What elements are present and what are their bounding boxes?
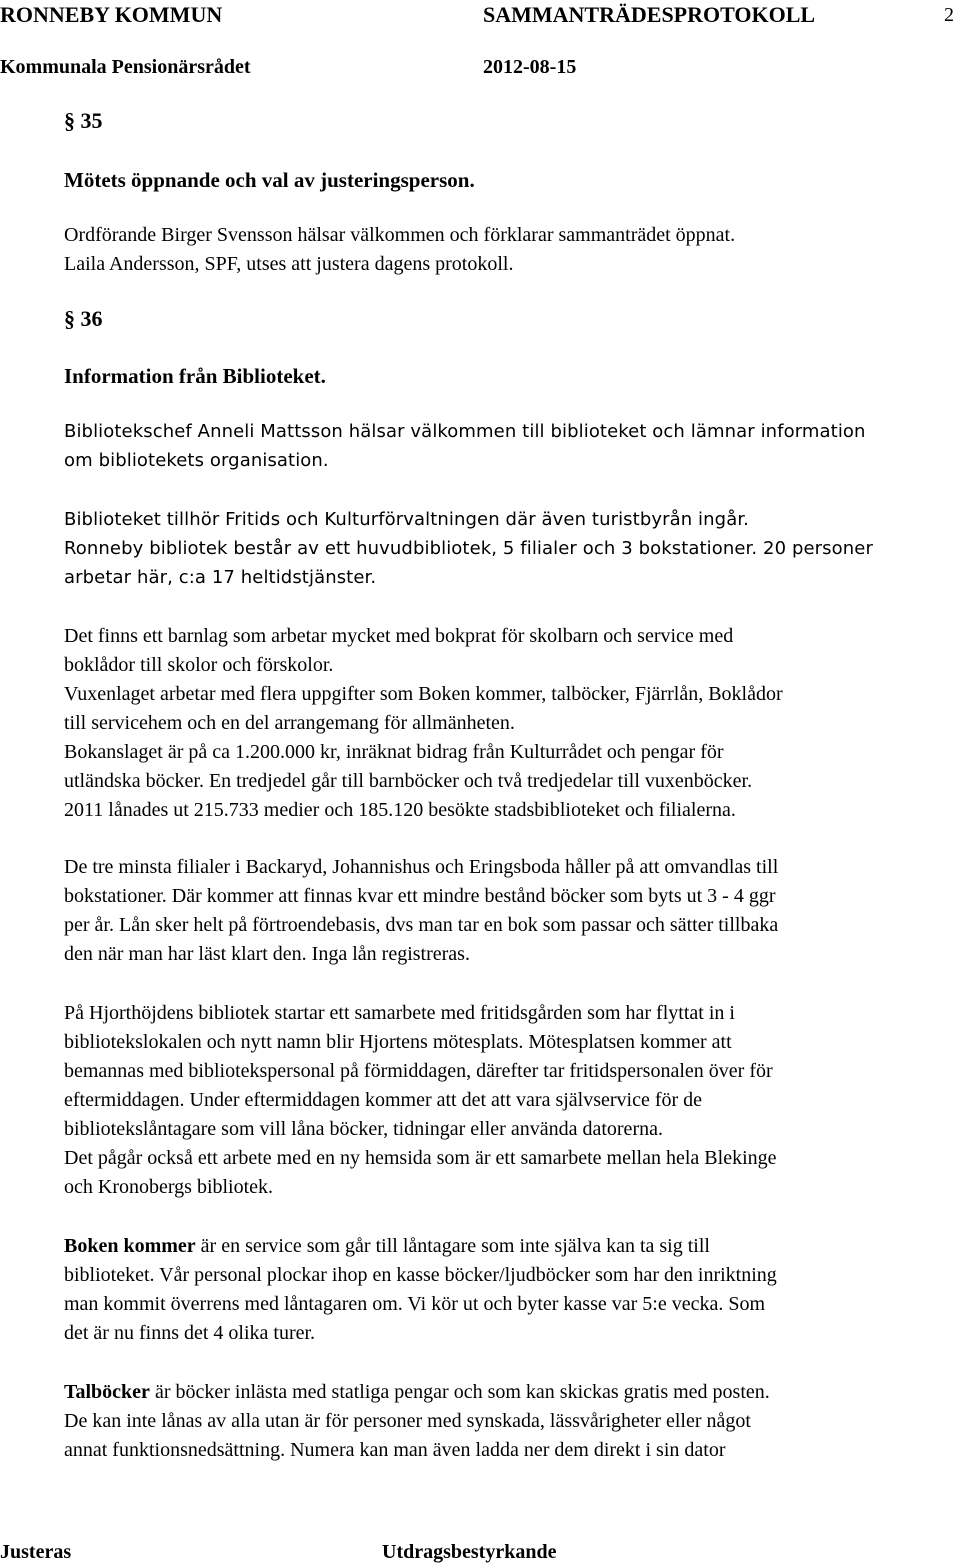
paragraph-line: utländska böcker. En tredjedel går till barnböcker och två tredjedelar till vuxenböcker. [64, 770, 753, 792]
talbocker-paragraph [64, 1378, 956, 1407]
paragraph-line: Ordförande Birger Svensson hälsar välkommen och förklarar sammanträdet öppnat. [64, 224, 736, 246]
page-header-row-1 [0, 0, 960, 30]
boken-kommer-term: Boken kommer [64, 1235, 196, 1257]
paragraph-line: bibliotekslokalen och nytt namn blir Hjortens mötesplats. Mötesplatsen kommer att [64, 1031, 732, 1053]
paragraph-line: är böcker inlästa med statliga pengar och som kan skickas gratis med posten. [149, 1381, 770, 1403]
paragraph-line: Bokanslaget är på ca 1.200.000 kr, inräknat bidrag från Kulturrådet och pengar för [64, 741, 724, 763]
municipality-name: RONNEBY KOMMUN [0, 2, 223, 27]
paragraph-line: boklådor till skolor och förskolor. [64, 654, 334, 676]
protocol-type: SAMMANTRÄDESPROTOKOLL [483, 2, 816, 27]
page-header-row-2 [0, 52, 960, 82]
paragraph-line: arbetar här, c:a 17 heltidstjänster. [64, 567, 377, 588]
document-body [64, 105, 956, 1465]
paragraph-line: det är nu finns det 4 olika turer. [64, 1322, 316, 1344]
section-mark-36: § 36 [64, 306, 103, 331]
section-mark-35: § 35 [64, 108, 103, 133]
paragraph-line: Laila Andersson, SPF, utses att justera dagens protokoll. [64, 253, 514, 275]
council-name: Kommunala Pensionärsrådet [0, 56, 251, 78]
paragraph-line: Det pågår också ett arbete med en ny hemsida som är ett samarbete mellan hela Blekinge [64, 1147, 777, 1169]
paragraph-line: bibliotekslåntagare som vill låna böcker, tidningar eller använda datorerna. [64, 1118, 663, 1140]
paragraph-line: De kan inte lånas av alla utan är för personer med synskada, lässvårigheter eller något [64, 1410, 751, 1432]
paragraph-line: bemannas med bibliotekspersonal på förmiddagen, därefter tar fritidspersonalen över för [64, 1060, 773, 1082]
paragraph-line: Biblioteket tillhör Fritids och Kulturförvaltningen där även turistbyrån ingår. [64, 509, 749, 530]
paragraph-line: man kommit överrens med låntagaren om. Vi kör ut och byter kasse var 5:e vecka. Som [64, 1293, 766, 1315]
paragraph-line: per år. Lån sker helt på förtroendebasis, dvs man tar en bok som passar och sätter tillbaka [64, 914, 779, 936]
paragraph-line: Vuxenlaget arbetar med flera uppgifter som Boken kommer, talböcker, Fjärrlån, Boklådor [64, 683, 783, 705]
talbocker-term: Talböcker [64, 1381, 150, 1403]
page-footer [0, 1538, 960, 1567]
section-title-36: Information från Biblioteket. [64, 364, 326, 388]
paragraph-line: bokstationer. Där kommer att finnas kvar ett mindre bestånd böcker som byts ut 3 - 4 ggr [64, 885, 776, 907]
paragraph-line: och Kronobergs bibliotek. [64, 1176, 274, 1198]
paragraph-line: Ronneby bibliotek består av ett huvudbibliotek, 5 filialer och 3 bokstationer. 20 personer [64, 538, 873, 559]
paragraph-line: Bibliotekschef Anneli Mattsson hälsar välkommen till biblioteket och lämnar information [64, 421, 866, 442]
paragraph-line: annat funktionsnedsättning. Numera kan man även ladda ner dem direkt i sin dator [64, 1439, 726, 1461]
page-number: 2 [944, 4, 954, 26]
paragraph-line: är en service som går till låntagare som inte själva kan ta sig till [195, 1235, 710, 1257]
paragraph-line: På Hjorthöjdens bibliotek startar ett samarbete med fritidsgården som har flyttat in i [64, 1002, 735, 1024]
paragraph-line: den när man har läst klart den. Inga lån registreras. [64, 943, 470, 965]
paragraph-line: eftermiddagen. Under eftermiddagen kommer att det att vara självservice för de [64, 1089, 703, 1111]
boken-kommer-paragraph [64, 1232, 956, 1261]
paragraph-line: om bibliotekets organisation. [64, 450, 329, 471]
footer-utdragsbestyrkande: Utdragsbestyrkande [382, 1541, 557, 1563]
section-title-35: Mötets öppnande och val av justeringsperson. [64, 168, 475, 192]
paragraph-line: till servicehem och en del arrangemang för allmänheten. [64, 712, 515, 734]
footer-justeras: Justeras [0, 1541, 72, 1563]
paragraph-line: biblioteket. Vår personal plockar ihop en kasse böcker/ljudböcker som har den inriktning [64, 1264, 777, 1286]
paragraph-line: Det finns ett barnlag som arbetar mycket med bokprat för skolbarn och service med [64, 625, 734, 647]
paragraph-line: 2011 lånades ut 215.733 medier och 185.120 besökte stadsbiblioteket och filialerna. [64, 799, 736, 821]
paragraph-line: De tre minsta filialer i Backaryd, Johannishus och Eringsboda håller på att omvandlas till [64, 856, 779, 878]
meeting-date: 2012-08-15 [483, 56, 577, 78]
